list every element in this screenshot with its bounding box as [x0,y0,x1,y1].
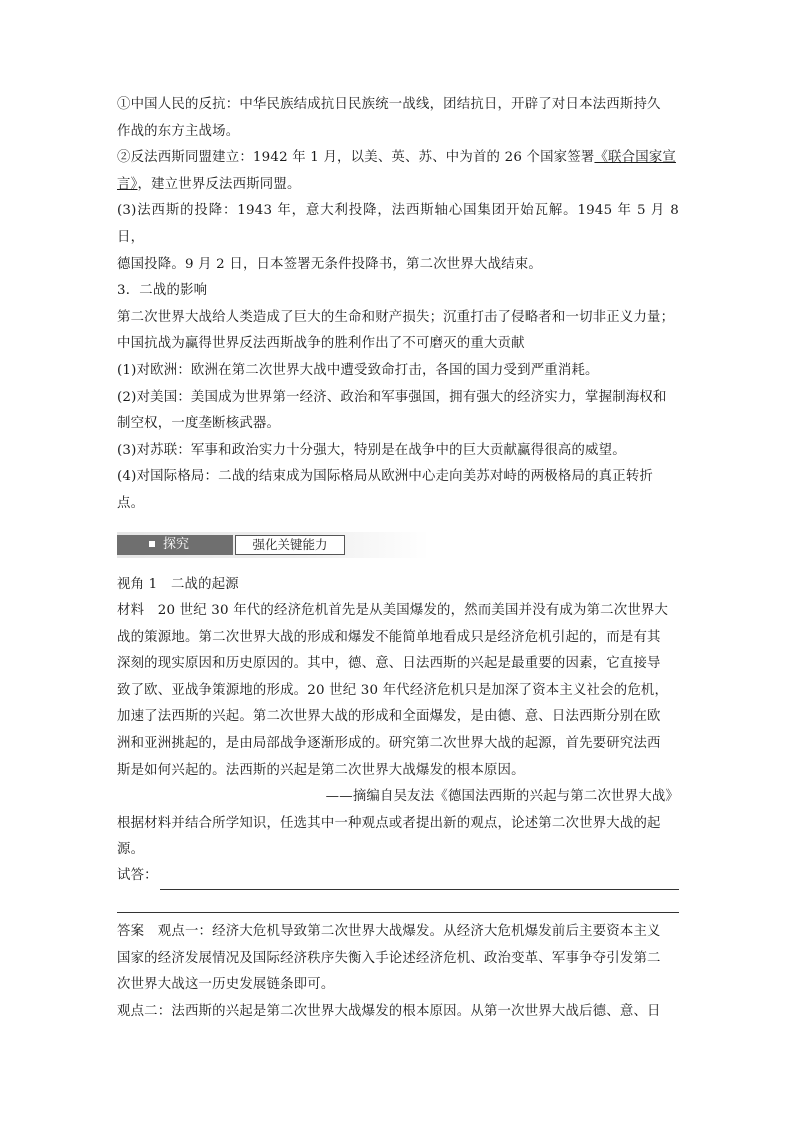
material-line: 致了欧、亚战争策源地的形成。20 世纪 30 年代经济危机只是加深了资本主义社会的危机， [117,682,669,698]
text-line: 作战的东方主战场。 [117,123,240,139]
banner-light-label: 强化关键能力 [235,535,345,555]
document-title-underlined: 《联合国家宣 [594,150,676,166]
material-line: 深刻的现实原因和历史原因的。其中，德、意、日法西斯的兴起是最重要的因素，它直接导 [117,656,661,672]
material-line: 加速了法西斯的兴起。第二次世界大战的形成和全面爆发，是由德、意、日法西斯分别在欧 [117,709,661,725]
try-answer-line [117,864,679,890]
question-line: 根据材料并结合所学知识，任选其中一种观点或者提出新的观点，论述第二次世界大战的起 [117,815,661,831]
text-span: ②反法西斯同盟建立：1942 年 1 月，以美、英、苏、中为首的 26 个国家签署 [117,150,595,166]
text-line: (3)对苏联：军事和政治实力十分强大，特别是在战争中的巨大贡献赢得很高的威望。 [117,442,626,458]
text-line: 第二次世界大战给人类造成了巨大的生命和财产损失；沉重打击了侵略者和一切非正义力量； [117,309,675,325]
text-line: (4)对国际格局：二战的结束成为国际格局从欧洲中心走向美苏对峙的两极格局的真正转折 [117,469,654,485]
answer-blank-line[interactable] [160,872,679,890]
answer-line: 观点二：法西斯的兴起是第二次世界大战爆发的根本原因。从第一次世界大战后德、意、日 [117,1003,661,1019]
text-line: 制空权，一度垄断核武器。 [117,416,281,432]
answer-blank-line[interactable] [117,890,679,913]
square-bullet-icon [149,541,155,547]
section-heading: 3．二战的影响 [117,283,208,299]
text-line: 点。 [117,495,145,511]
text-line: (1)对欧洲：欧洲在第二次世界大战中遭受致命打击，各国的国力受到严重消耗。 [117,362,599,378]
material-line: 战的策源地。第二次世界大战的形成和爆发不能简单地看成只是经济危机引起的，而是有其 [117,629,661,645]
text-line [117,172,679,199]
banner-dark-tab [117,535,233,555]
angle-heading: 视角 1 二战的起源 [117,576,239,592]
text-span: ，建立世界反法西斯同盟。 [137,176,301,192]
text-line: (3)法西斯的投降：1943 年，意大利投降，法西斯轴心国集团开始瓦解。1945 年 5 月 8 日， [117,203,679,245]
answer-line: 答案 观点一：经济大危机导致第二次世界大战爆发。从经济大危机爆发前后主要资本主义 [117,924,661,940]
text-line: ①中国人民的反抗：中华民族结成抗日民族统一战线，团结抗日，开辟了对日本法西斯持久 [117,97,661,112]
document-title-underlined: 言》 [117,176,138,192]
text-line: (2)对美国：美国成为世界第一经济、政治和军事强国，拥有强大的经济实力，掌握制海权和 [117,389,667,405]
material-line: 洲和亚洲挑起的，是由局部战争逐渐形成的。研究第二次世界大战的起源，首先要研究法西 [117,736,661,752]
banner-dark-label: 探究 [163,536,190,552]
page-content [117,92,679,1025]
question-line: 源。 [117,842,145,858]
try-answer-label: 试答： [117,868,158,884]
material-line: 斯是如何兴起的。法西斯的兴起是第二次世界大战爆发的根本原因。 [117,762,525,778]
text-line: 德国投降。9 月 2 日，日本签署无条件投降书，第二次世界大战结束。 [117,256,542,272]
section-banner [117,532,429,558]
answer-line: 国家的经济发展情况及国际经济秩序失衡入手论述经济危机、政治变革、军事争夺引发第二 [117,950,661,966]
answer-line: 次世界大战这一历史发展链条即可。 [117,977,335,993]
material-line: 材料 20 世纪 30 年代的经济危机首先是从美国爆发的，然而美国并没有成为第二次世界大 [117,603,669,619]
text-line: 中国抗战为赢得世界反法西斯战争的胜利作出了不可磨灭的重大贡献 [117,336,525,352]
material-source: ——摘编自吴友法《德国法西斯的兴起与第二次世界大战》 [325,789,679,805]
text-line [117,145,679,172]
